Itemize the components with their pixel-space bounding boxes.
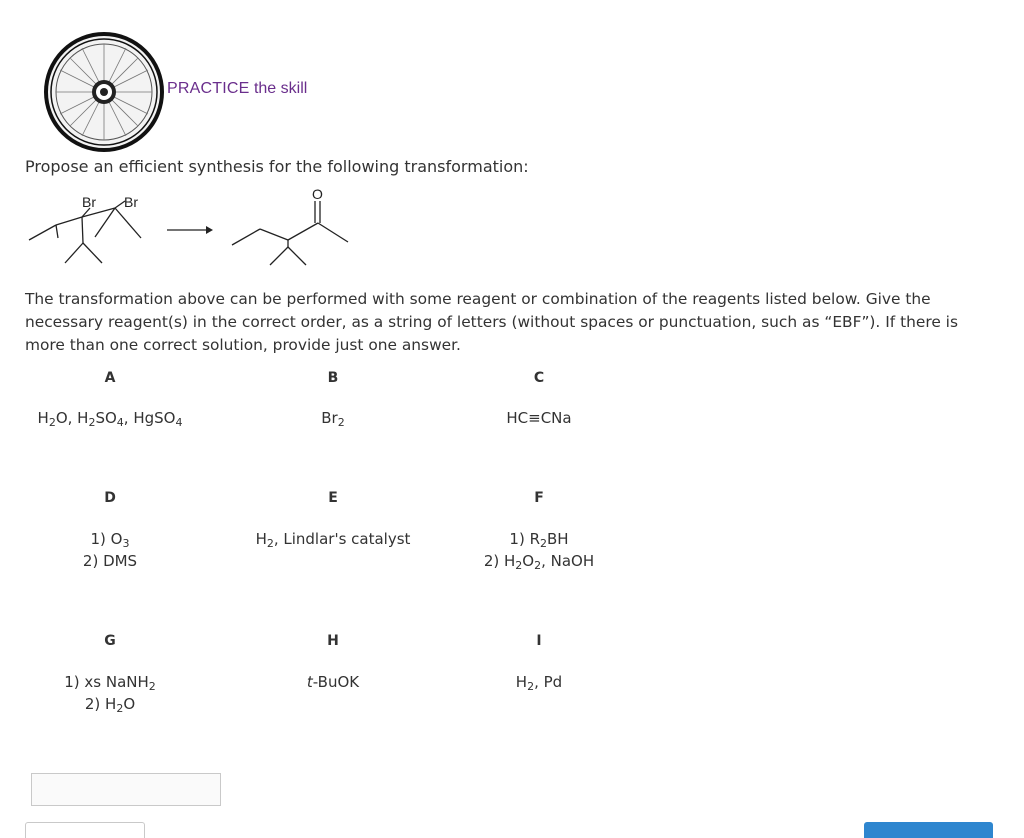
reagent-f-line2: 2) $H_2O_2$, NaOH	[483, 552, 595, 572]
reagent-letter-g: G	[104, 633, 116, 649]
reagent-letter-c: C	[533, 370, 545, 386]
reagent-letter-f: F	[534, 490, 544, 506]
reagent-g-line2: 2) $H_2O$	[84, 695, 136, 715]
reagent-f-line1: 1) $R_2BH$	[509, 530, 569, 550]
reagent-letter-b: B	[327, 370, 339, 386]
instructions-text: The transformation above can be performed with some reagent or combination of the reagents listed below. Give the necessary reagent(s) in the correct order, as a string of letters (without spaces or punctuation, such as “EBF”). If there is more than one correct solution, provide just one answer.	[25, 290, 958, 354]
reagent-i-text: $H_2$, Pd	[515, 673, 563, 693]
reagent-g-line1: 1) xs NaNH$_2$	[64, 673, 156, 693]
reagent-d-line2: 2) DMS	[82, 552, 138, 570]
reagent-e-text: $H_2$, Lindlar's catalyst	[255, 530, 411, 550]
reagent-a-text: $H_2O$, $H_2SO_4$, HgSO$_4$	[37, 409, 183, 429]
reagent-f-text	[439, 528, 639, 572]
reagent-h-text: t-BuOK	[306, 673, 360, 691]
question-prompt: Propose an efficient synthesis for the following transformation:	[25, 157, 529, 176]
practice-skill-title: PRACTICE the skill	[167, 80, 308, 97]
reagent-letter-i: I	[536, 633, 542, 649]
answer-input[interactable]	[31, 773, 221, 806]
reagent-g-text	[30, 671, 190, 715]
reagent-d-line1: 1) $O_3$	[90, 530, 130, 550]
oxygen-label: O	[312, 186, 323, 202]
reagent-letter-e: E	[328, 490, 338, 506]
reagent-d-text	[50, 528, 170, 572]
reagent-letter-d: D	[104, 490, 116, 506]
reagent-letter-h: H	[327, 633, 339, 649]
submit-button[interactable]	[864, 822, 993, 838]
reagent-b-text: $Br_2$	[321, 409, 345, 429]
bromine-label-2: Br	[124, 194, 138, 210]
bromine-label-1: Br	[82, 194, 96, 210]
reagent-c-text: HC≡CNa	[506, 409, 572, 427]
reagent-letter-a: A	[104, 370, 116, 386]
secondary-button[interactable]	[25, 822, 145, 838]
